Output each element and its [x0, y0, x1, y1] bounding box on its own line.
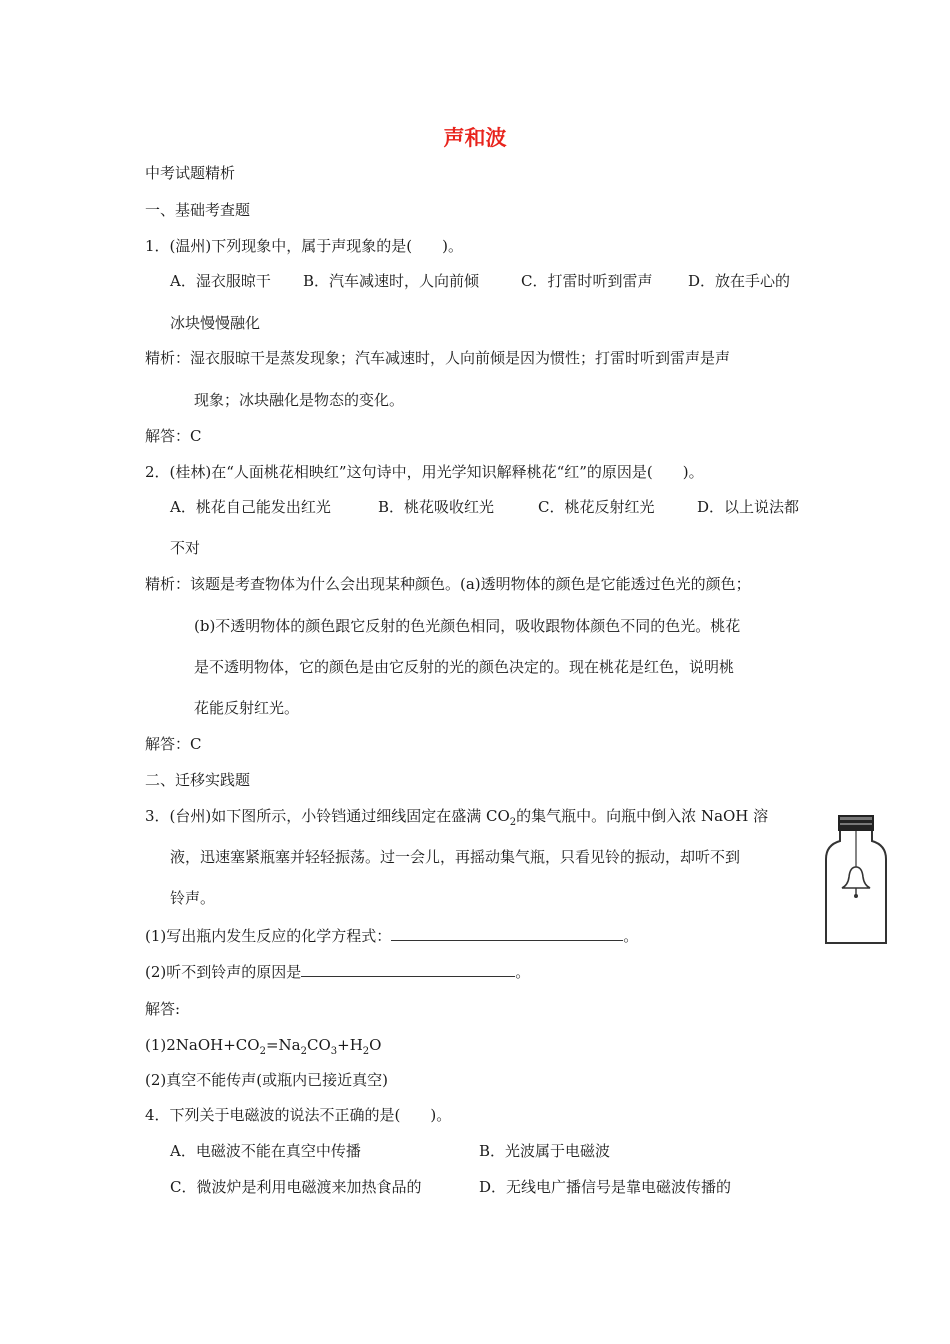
q4-stem: 4．下列关于电磁波的说法不正确的是( )。	[145, 1106, 452, 1124]
q1-option-a: A．湿衣服晾干	[170, 272, 271, 290]
q4-option-d: D．无线电广播信号是靠电磁波传播的	[479, 1178, 732, 1196]
page-title: 声和波	[443, 126, 507, 150]
q2-analysis-line1: 精析：该题是考查物体为什么会出现某种颜色。(a)透明物体的颜色是它能透过色光的颜色；	[145, 575, 751, 593]
q3-answer-label: 解答:	[145, 1000, 181, 1018]
q3-stem-line1: 3．(台州)如下图所示，小铃铛通过细线固定在盛满 $CO_2$的集气瓶中。向瓶中倒入浓 NaOH 溶	[145, 807, 769, 828]
q3-answer-1: $(1)2NaOH+CO_2=Na_2CO_3+H_2O$	[145, 1036, 382, 1057]
q3-answer-blank-1	[391, 926, 623, 941]
q3-answer-2: (2)真空不能传声(或瓶内已接近真空)	[145, 1071, 388, 1089]
q1-option-c: C．打雷时听到雷声	[521, 272, 653, 290]
q1-option-b: B．汽车减速时，人向前倾	[303, 272, 480, 290]
q2-option-c: C．桃花反射红光	[538, 498, 655, 516]
q2-option-b: B．桃花吸收红光	[378, 498, 495, 516]
q4-option-b: B．光波属于电磁波	[479, 1142, 611, 1160]
q3-answer-blank-2	[301, 962, 515, 977]
part2-heading: 二、迁移实践题	[145, 771, 251, 789]
q2-analysis-line3: 是不透明物体，它的颜色是由它反射的光的颜色决定的。现在桃花是红色，说明桃	[194, 658, 735, 676]
q3-stem-line3: 铃声。	[170, 889, 216, 907]
q2-answer: 解答：C	[145, 735, 202, 753]
q1-option-d: D．放在手心的	[688, 272, 791, 290]
section-intro: 中考试题精析	[145, 164, 236, 182]
q3-subquestion-2: (2)听不到铃声的原因是 。	[145, 963, 531, 981]
q2-stem: 2．(桂林)在“人面桃花相映红”这句诗中，用光学知识解释桃花“红”的原因是( )。	[145, 463, 704, 481]
q3-subquestion-1: (1)写出瓶内发生反应的化学方程式： 。	[145, 927, 639, 945]
q2-option-d-cont: 不对	[170, 539, 201, 557]
q2-option-a: A．桃花自己能发出红光	[170, 498, 331, 516]
q1-answer: 解答：C	[145, 427, 202, 445]
q2-analysis-line4: 花能反射红光。	[194, 699, 300, 717]
q1-stem: 1．(温州)下列现象中，属于声现象的是( )。	[145, 237, 463, 255]
gas-bottle-with-bell-figure	[820, 815, 892, 945]
q2-option-d: D．以上说法都	[697, 498, 800, 516]
q3-stem-line2: 液，迅速塞紧瓶塞并轻轻振荡。过一会儿，再摇动集气瓶，只看见铃的振动，却听不到	[170, 848, 741, 866]
q4-option-c: C．微波炉是利用电磁渡来加热食品的	[170, 1178, 422, 1196]
q1-analysis-line1: 精析：湿衣服晾干是蒸发现象；汽车减速时，人向前倾是因为惯性；打雷时听到雷声是声	[145, 349, 731, 367]
part1-heading: 一、基础考查题	[145, 201, 251, 219]
q4-option-a: A．电磁波不能在真空中传播	[170, 1142, 361, 1160]
q2-analysis-line2: (b)不透明物体的颜色跟它反射的色光颜色相同，吸收跟物体颜色不同的色光。桃花	[194, 617, 741, 635]
q1-analysis-line2: 现象；冰块融化是物态的变化。	[194, 391, 405, 409]
bell-icon	[842, 867, 870, 898]
q1-option-d-cont: 冰块慢慢融化	[170, 314, 261, 332]
